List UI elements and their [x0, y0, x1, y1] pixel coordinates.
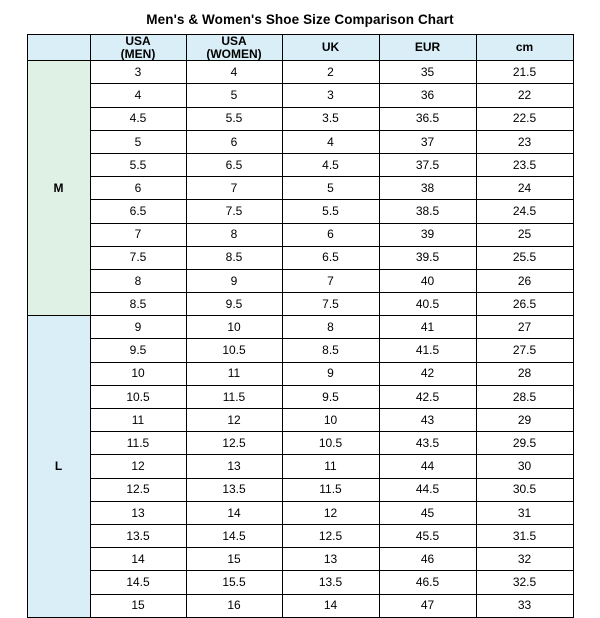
cell-usa-women: 8.5 — [186, 246, 282, 269]
cell-uk: 10 — [282, 409, 379, 432]
table-row — [27, 200, 573, 223]
cell-usa-men: 7 — [90, 223, 186, 246]
table-row — [27, 61, 573, 84]
cell-cm: 24 — [476, 177, 573, 200]
cell-cm: 29.5 — [476, 432, 573, 455]
cell-eur: 47 — [379, 594, 476, 617]
cell-eur: 41 — [379, 316, 476, 339]
cell-eur: 45.5 — [379, 524, 476, 547]
cell-uk: 11.5 — [282, 478, 379, 501]
column-header-usa-men-line1: USA — [125, 34, 151, 48]
cell-usa-women: 6.5 — [186, 153, 282, 176]
cell-cm: 31.5 — [476, 524, 573, 547]
cell-eur: 45 — [379, 501, 476, 524]
cell-usa-men: 14 — [90, 548, 186, 571]
cell-eur: 40.5 — [379, 293, 476, 316]
table-row — [27, 385, 573, 408]
cell-usa-men: 5.5 — [90, 153, 186, 176]
cell-uk: 9.5 — [282, 385, 379, 408]
table-row — [27, 293, 573, 316]
cell-usa-men: 13.5 — [90, 524, 186, 547]
page-title: Men's & Women's Shoe Size Comparison Chart — [146, 12, 454, 27]
cell-uk: 7 — [282, 269, 379, 292]
cell-usa-women: 10.5 — [186, 339, 282, 362]
cell-usa-men: 12 — [90, 455, 186, 478]
cell-usa-women: 11 — [186, 362, 282, 385]
cell-uk: 11 — [282, 455, 379, 478]
cell-usa-women: 5 — [186, 84, 282, 107]
cell-usa-men: 14.5 — [90, 571, 186, 594]
cell-cm: 28 — [476, 362, 573, 385]
table-row — [27, 478, 573, 501]
cell-usa-women: 12 — [186, 409, 282, 432]
cell-uk: 2 — [282, 61, 379, 84]
table-row — [27, 548, 573, 571]
column-header-usa-women-line1: USA — [221, 34, 247, 48]
cell-usa-women: 12.5 — [186, 432, 282, 455]
table-row — [27, 432, 573, 455]
table-row — [27, 177, 573, 200]
cell-cm: 21.5 — [476, 61, 573, 84]
cell-uk: 4.5 — [282, 153, 379, 176]
table-row — [27, 501, 573, 524]
cell-usa-women: 4 — [186, 61, 282, 84]
cell-uk: 3 — [282, 84, 379, 107]
cell-usa-men: 10.5 — [90, 385, 186, 408]
cell-cm: 30 — [476, 455, 573, 478]
cell-cm: 22.5 — [476, 107, 573, 130]
cell-eur: 44.5 — [379, 478, 476, 501]
column-header-usa-women — [186, 35, 282, 61]
cell-usa-men: 5 — [90, 130, 186, 153]
cell-eur: 36.5 — [379, 107, 476, 130]
cell-usa-women: 7.5 — [186, 200, 282, 223]
column-header-usa-men-line2: (MEN) — [120, 46, 156, 61]
cell-usa-men: 11.5 — [90, 432, 186, 455]
table-row — [27, 339, 573, 362]
cell-usa-women: 15.5 — [186, 571, 282, 594]
group-label-cell: L — [27, 316, 90, 617]
cell-usa-women: 9.5 — [186, 293, 282, 316]
cell-uk: 5 — [282, 177, 379, 200]
cell-eur: 37.5 — [379, 153, 476, 176]
cell-eur: 43 — [379, 409, 476, 432]
cell-eur: 43.5 — [379, 432, 476, 455]
cell-uk: 13.5 — [282, 571, 379, 594]
cell-eur: 37 — [379, 130, 476, 153]
cell-eur: 46 — [379, 548, 476, 571]
column-header-usa-men — [90, 35, 186, 61]
cell-usa-men: 8.5 — [90, 293, 186, 316]
table-row — [27, 223, 573, 246]
table-body — [27, 61, 573, 618]
cell-eur: 39 — [379, 223, 476, 246]
table-row — [27, 409, 573, 432]
cell-cm: 27 — [476, 316, 573, 339]
cell-eur: 41.5 — [379, 339, 476, 362]
cell-usa-men: 12.5 — [90, 478, 186, 501]
cell-uk: 6 — [282, 223, 379, 246]
cell-usa-women: 14.5 — [186, 524, 282, 547]
table-row — [27, 594, 573, 617]
table-row — [27, 455, 573, 478]
cell-cm: 23 — [476, 130, 573, 153]
cell-cm: 25.5 — [476, 246, 573, 269]
cell-usa-men: 6 — [90, 177, 186, 200]
cell-cm: 32 — [476, 548, 573, 571]
cell-usa-men: 9 — [90, 316, 186, 339]
cell-uk: 6.5 — [282, 246, 379, 269]
cell-cm: 31 — [476, 501, 573, 524]
cell-usa-men: 6.5 — [90, 200, 186, 223]
cell-uk: 8.5 — [282, 339, 379, 362]
size-comparison-table — [27, 34, 574, 618]
cell-cm: 25 — [476, 223, 573, 246]
cell-uk: 14 — [282, 594, 379, 617]
cell-eur: 39.5 — [379, 246, 476, 269]
cell-uk: 10.5 — [282, 432, 379, 455]
column-header-cm: cm — [476, 35, 573, 61]
cell-usa-women: 11.5 — [186, 385, 282, 408]
cell-cm: 32.5 — [476, 571, 573, 594]
cell-cm: 29 — [476, 409, 573, 432]
cell-usa-women: 15 — [186, 548, 282, 571]
cell-usa-men: 3 — [90, 61, 186, 84]
cell-cm: 24.5 — [476, 200, 573, 223]
table-row — [27, 130, 573, 153]
column-header-category — [27, 35, 90, 61]
cell-usa-women: 13 — [186, 455, 282, 478]
cell-uk: 3.5 — [282, 107, 379, 130]
group-label-cell: M — [27, 61, 90, 316]
cell-uk: 12 — [282, 501, 379, 524]
cell-eur: 38.5 — [379, 200, 476, 223]
cell-eur: 40 — [379, 269, 476, 292]
cell-eur: 46.5 — [379, 571, 476, 594]
cell-eur: 42.5 — [379, 385, 476, 408]
cell-usa-women: 13.5 — [186, 478, 282, 501]
cell-cm: 28.5 — [476, 385, 573, 408]
table-header-row — [27, 35, 573, 61]
cell-usa-men: 10 — [90, 362, 186, 385]
cell-usa-women: 6 — [186, 130, 282, 153]
table-row — [27, 153, 573, 176]
cell-cm: 26 — [476, 269, 573, 292]
column-header-eur: EUR — [379, 35, 476, 61]
cell-usa-women: 14 — [186, 501, 282, 524]
cell-usa-men: 4 — [90, 84, 186, 107]
table-row — [27, 107, 573, 130]
cell-usa-women: 5.5 — [186, 107, 282, 130]
table-row — [27, 524, 573, 547]
cell-cm: 22 — [476, 84, 573, 107]
cell-eur: 44 — [379, 455, 476, 478]
cell-usa-women: 8 — [186, 223, 282, 246]
table-row — [27, 362, 573, 385]
table-row — [27, 84, 573, 107]
table-row — [27, 571, 573, 594]
cell-usa-men: 8 — [90, 269, 186, 292]
cell-eur: 38 — [379, 177, 476, 200]
cell-usa-men: 13 — [90, 501, 186, 524]
cell-usa-women: 10 — [186, 316, 282, 339]
cell-uk: 5.5 — [282, 200, 379, 223]
cell-uk: 4 — [282, 130, 379, 153]
cell-uk: 12.5 — [282, 524, 379, 547]
cell-usa-women: 16 — [186, 594, 282, 617]
cell-uk: 8 — [282, 316, 379, 339]
cell-cm: 33 — [476, 594, 573, 617]
table-row — [27, 269, 573, 292]
cell-usa-men: 15 — [90, 594, 186, 617]
cell-cm: 23.5 — [476, 153, 573, 176]
table-header — [27, 35, 573, 61]
cell-eur: 36 — [379, 84, 476, 107]
column-header-usa-women-line2: (WOMEN) — [206, 46, 262, 61]
cell-eur: 35 — [379, 61, 476, 84]
table-row — [27, 316, 573, 339]
cell-usa-women: 7 — [186, 177, 282, 200]
cell-uk: 9 — [282, 362, 379, 385]
cell-usa-women: 9 — [186, 269, 282, 292]
cell-uk: 13 — [282, 548, 379, 571]
cell-uk: 7.5 — [282, 293, 379, 316]
cell-usa-men: 7.5 — [90, 246, 186, 269]
cell-usa-men: 11 — [90, 409, 186, 432]
cell-usa-men: 9.5 — [90, 339, 186, 362]
cell-usa-men: 4.5 — [90, 107, 186, 130]
column-header-uk: UK — [282, 35, 379, 61]
cell-eur: 42 — [379, 362, 476, 385]
cell-cm: 26.5 — [476, 293, 573, 316]
table-row — [27, 246, 573, 269]
cell-cm: 27.5 — [476, 339, 573, 362]
cell-cm: 30.5 — [476, 478, 573, 501]
